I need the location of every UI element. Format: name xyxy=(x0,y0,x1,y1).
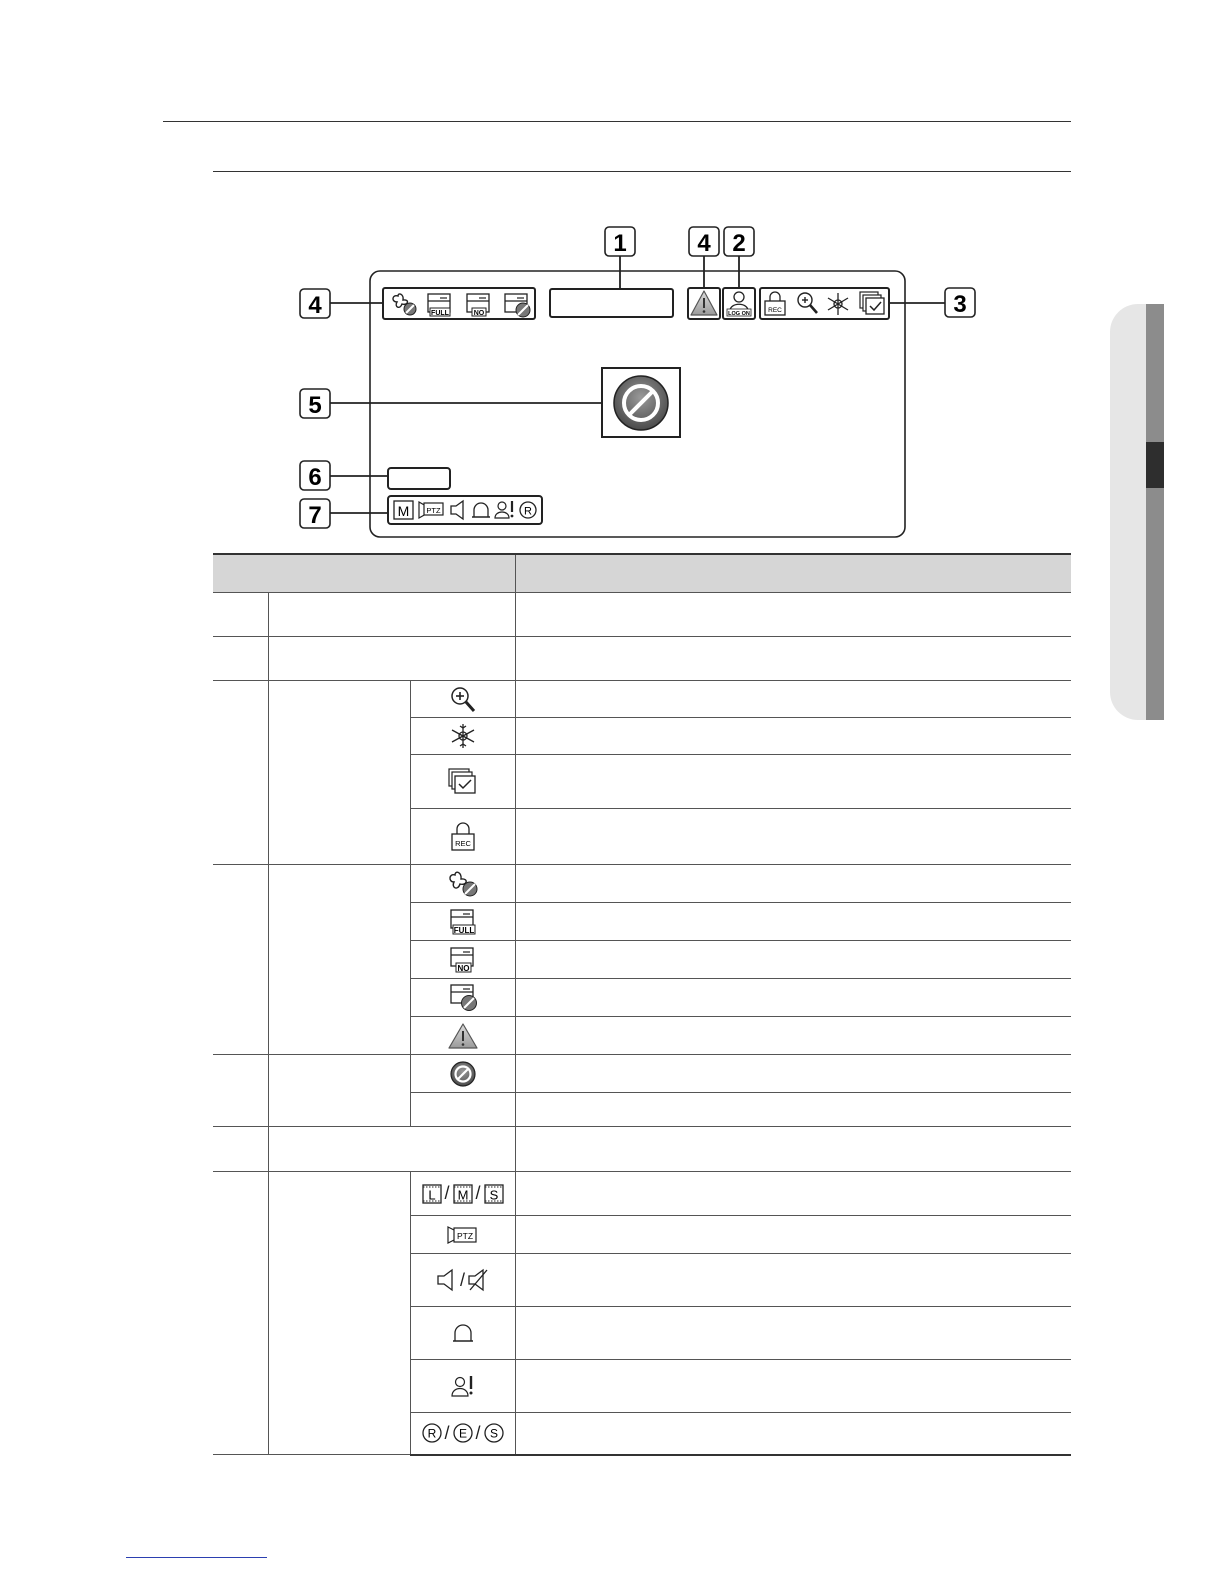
table-row xyxy=(213,637,1071,681)
header-description xyxy=(515,554,1071,593)
svg-text:R: R xyxy=(427,1426,436,1441)
hdd-full-icon xyxy=(410,903,515,941)
row-label xyxy=(268,681,410,865)
callout-4-left xyxy=(300,289,330,319)
svg-text:M: M xyxy=(457,1187,468,1202)
row-description xyxy=(515,1216,1071,1254)
datetime-box xyxy=(550,289,673,317)
rec-lock-icon xyxy=(410,809,515,865)
camera-status-icon-group xyxy=(388,496,542,524)
svg-text:NO: NO xyxy=(473,310,485,317)
callout-2 xyxy=(724,227,754,257)
svg-text:3: 3 xyxy=(953,291,967,318)
row-description xyxy=(515,755,1071,809)
freeze-icon xyxy=(410,718,515,755)
auto-sequence-icon xyxy=(860,292,884,314)
row-description xyxy=(515,718,1071,755)
row-description xyxy=(515,681,1071,718)
footer-link-underline xyxy=(126,1557,267,1558)
callout-6 xyxy=(300,461,330,491)
svg-text:LOG ON: LOG ON xyxy=(728,311,750,317)
icon-cell-empty xyxy=(410,1093,515,1127)
callout-4-top xyxy=(689,227,719,257)
table-row xyxy=(213,593,1071,637)
table-row xyxy=(213,865,1071,903)
row-label xyxy=(268,1172,410,1455)
callout-5 xyxy=(300,389,330,419)
table-row xyxy=(213,1172,1071,1216)
header-name xyxy=(213,554,515,593)
row-description xyxy=(515,1360,1071,1413)
row-number xyxy=(213,865,268,1055)
svg-text:REC: REC xyxy=(454,838,471,848)
resolution-lms-icon: L / M / S xyxy=(410,1172,515,1216)
svg-text:PTZ: PTZ xyxy=(456,1230,473,1241)
auto-sequence-icon xyxy=(410,755,515,809)
row-description xyxy=(515,1017,1071,1055)
svg-text:E: E xyxy=(458,1426,467,1441)
row-label xyxy=(268,593,515,637)
row-description xyxy=(515,1413,1071,1455)
row-description xyxy=(515,1127,1071,1172)
row-description xyxy=(515,1172,1071,1216)
ptz-icon xyxy=(410,1216,515,1254)
svg-text:2: 2 xyxy=(732,230,746,257)
live-screen-diagram xyxy=(0,0,1224,550)
callout-7 xyxy=(300,499,330,529)
row-number xyxy=(213,637,268,681)
hdd-error-icon xyxy=(410,979,515,1017)
svg-text:S: S xyxy=(489,1426,498,1441)
row-label xyxy=(268,1127,515,1172)
video-loss-icon xyxy=(410,1055,515,1093)
table-row xyxy=(213,1055,1071,1093)
row-number xyxy=(213,1127,268,1172)
fan-error-icon xyxy=(410,865,515,903)
table-row xyxy=(213,681,1071,718)
row-number xyxy=(213,681,268,865)
no-hdd-icon xyxy=(410,941,515,979)
rec-mode-res-icon: R / E / S xyxy=(410,1413,515,1455)
svg-text:S: S xyxy=(489,1187,498,1202)
zoom-icon xyxy=(410,681,515,718)
svg-text:NO: NO xyxy=(457,963,470,973)
row-label xyxy=(268,865,410,1055)
row-description xyxy=(515,1093,1071,1127)
row-description xyxy=(515,941,1071,979)
svg-text:REC: REC xyxy=(768,307,782,314)
row-description xyxy=(515,979,1071,1017)
row-number xyxy=(213,1055,268,1127)
svg-text:7: 7 xyxy=(308,502,322,529)
row-description xyxy=(515,1307,1071,1360)
row-description xyxy=(515,637,1071,681)
svg-text:PTZ: PTZ xyxy=(426,506,441,515)
row-number xyxy=(213,593,268,637)
motion-detect-icon xyxy=(410,1360,515,1413)
row-description xyxy=(515,593,1071,637)
camera-name-box xyxy=(388,468,450,489)
row-label xyxy=(268,1055,410,1127)
table-row xyxy=(213,1127,1071,1172)
row-description xyxy=(515,865,1071,903)
row-label xyxy=(268,637,515,681)
callout-1 xyxy=(605,227,635,257)
svg-text:1: 1 xyxy=(613,230,627,257)
row-description xyxy=(515,1055,1071,1093)
svg-text:M: M xyxy=(397,503,410,519)
row-description xyxy=(515,809,1071,865)
video-loss-icon xyxy=(614,376,668,430)
warning-icon xyxy=(410,1017,515,1055)
audio-on-off-icon: / xyxy=(410,1254,515,1307)
callout-3 xyxy=(945,288,975,318)
row-description xyxy=(515,1254,1071,1307)
svg-text:6: 6 xyxy=(308,464,322,491)
svg-text:4: 4 xyxy=(308,292,322,319)
svg-text:FULL: FULL xyxy=(431,310,449,317)
svg-text:4: 4 xyxy=(697,230,711,257)
alarm-icon xyxy=(410,1307,515,1360)
svg-text:FULL: FULL xyxy=(453,925,474,935)
svg-text:5: 5 xyxy=(308,392,322,419)
svg-text:L: L xyxy=(427,1187,436,1202)
row-number xyxy=(213,1172,268,1455)
icon-legend-table xyxy=(213,553,1071,1456)
row-description xyxy=(515,903,1071,941)
svg-text:R: R xyxy=(524,505,532,518)
